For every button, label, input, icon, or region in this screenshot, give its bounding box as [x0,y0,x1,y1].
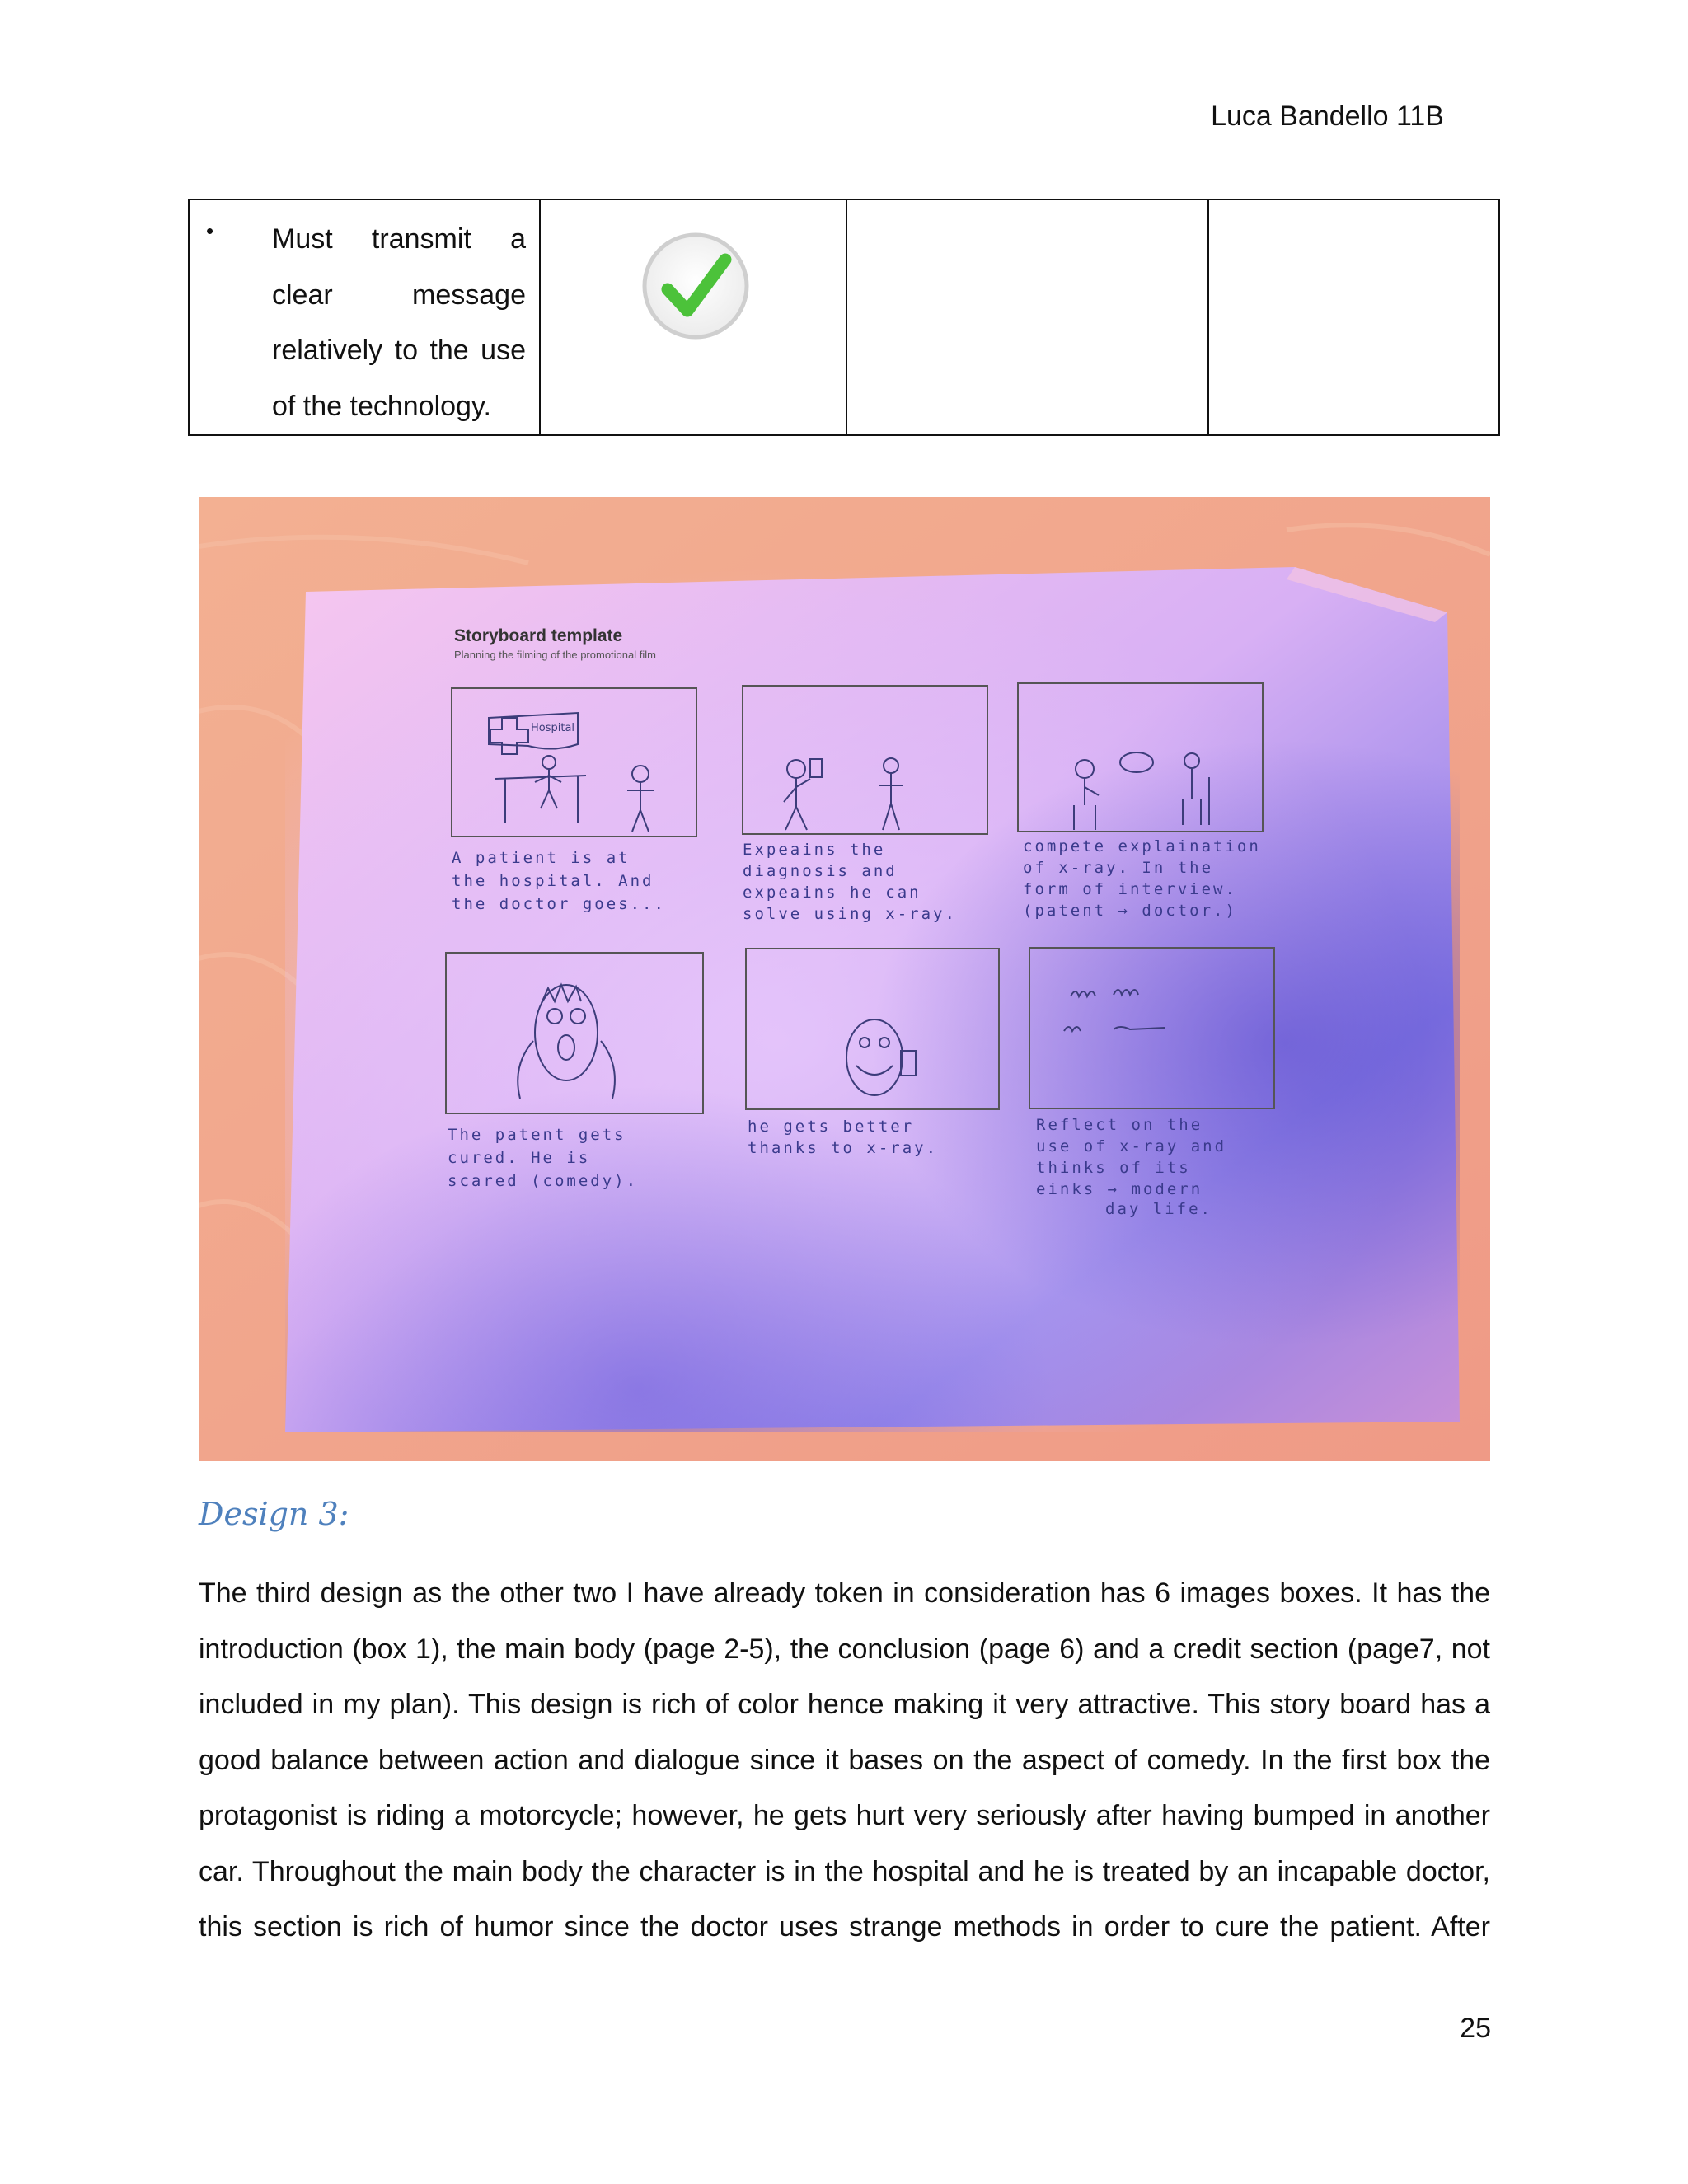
criteria-table [188,199,1500,436]
checkmark-icon [640,230,752,342]
svg-text:scared (comedy).: scared (comedy). [448,1172,639,1190]
bullet: • [206,218,214,243]
svg-text:the doctor goes...: the doctor goes... [452,895,666,913]
body-line: protagonist is riding a motorcycle; however, he gets hurt very seriously after having bumped in another [199,1800,1490,1831]
svg-text:compete explaination: compete explaination [1023,837,1261,855]
table-row [189,199,1499,435]
sheet-subtitle: Planning the filming of the promotional film [454,649,656,661]
svg-text:Reflect on the: Reflect on the [1036,1116,1203,1134]
svg-text:thinks of its: thinks of its [1036,1159,1191,1177]
body-line: car. Throughout the main body the character is in the hospital and he is treated by an incapable doctor, [199,1855,1490,1887]
body-line: good balance between action and dialogue since it bases on the aspect of comedy. In the first box the [199,1744,1490,1776]
page-number: 25 [1460,2013,1491,2044]
storyboard-photo [199,497,1490,1461]
svg-text:thanks to x-ray.: thanks to x-ray. [748,1139,939,1157]
body-line: included in my plan). This design is rich of color hence making it very attractive. This story board has a [199,1689,1490,1720]
empty-cell [846,199,1208,435]
svg-text:solve using x-ray.: solve using x-ray. [743,905,957,923]
panel-1-sketch-text: Hospital [531,722,575,734]
svg-text:use of x-ray and: use of x-ray and [1036,1137,1227,1155]
body-line: introduction (box 1), the main body (page 2-5), the conclusion (page 6) and a credit section (page7, not [199,1633,1490,1665]
criterion-text: Must transmit a clear message relatively to the use of the technology. [272,223,526,422]
sheet-title: Storyboard template [454,626,623,645]
body-line: this section is rich of humor since the doctor uses strange methods in order to cure the patient. After [199,1911,1490,1943]
svg-text:(patent → doctor.): (patent → doctor.) [1023,902,1237,920]
svg-text:A patient is at: A patient is at [452,849,631,867]
status-cell [540,199,846,435]
body-line: The third design as the other two I have already token in consideration has 6 images boxes. It has the [199,1577,1490,1609]
svg-text:the hospital. And: the hospital. And [452,872,654,890]
svg-text:diagnosis and: diagnosis and [743,862,898,880]
svg-text:day life.: day life. [1105,1200,1212,1218]
svg-text:expeains he can: expeains he can [743,883,921,902]
svg-text:Expeains the: Expeains the [743,841,886,859]
svg-text:einks → modern: einks → modern [1036,1180,1203,1198]
body-paragraph [199,1566,1490,1956]
svg-text:he gets better: he gets better [748,1118,915,1136]
design-heading: Design 3: [199,1496,349,1532]
criterion-cell [189,199,540,435]
svg-text:form of interview.: form of interview. [1023,880,1237,898]
svg-text:of x-ray. In the: of x-ray. In the [1023,859,1214,877]
empty-cell [1208,199,1499,435]
svg-text:The patent gets: The patent gets [448,1126,626,1144]
header-author: Luca Bandello 11B [1211,101,1444,132]
svg-text:cured. He is: cured. He is [448,1149,591,1167]
